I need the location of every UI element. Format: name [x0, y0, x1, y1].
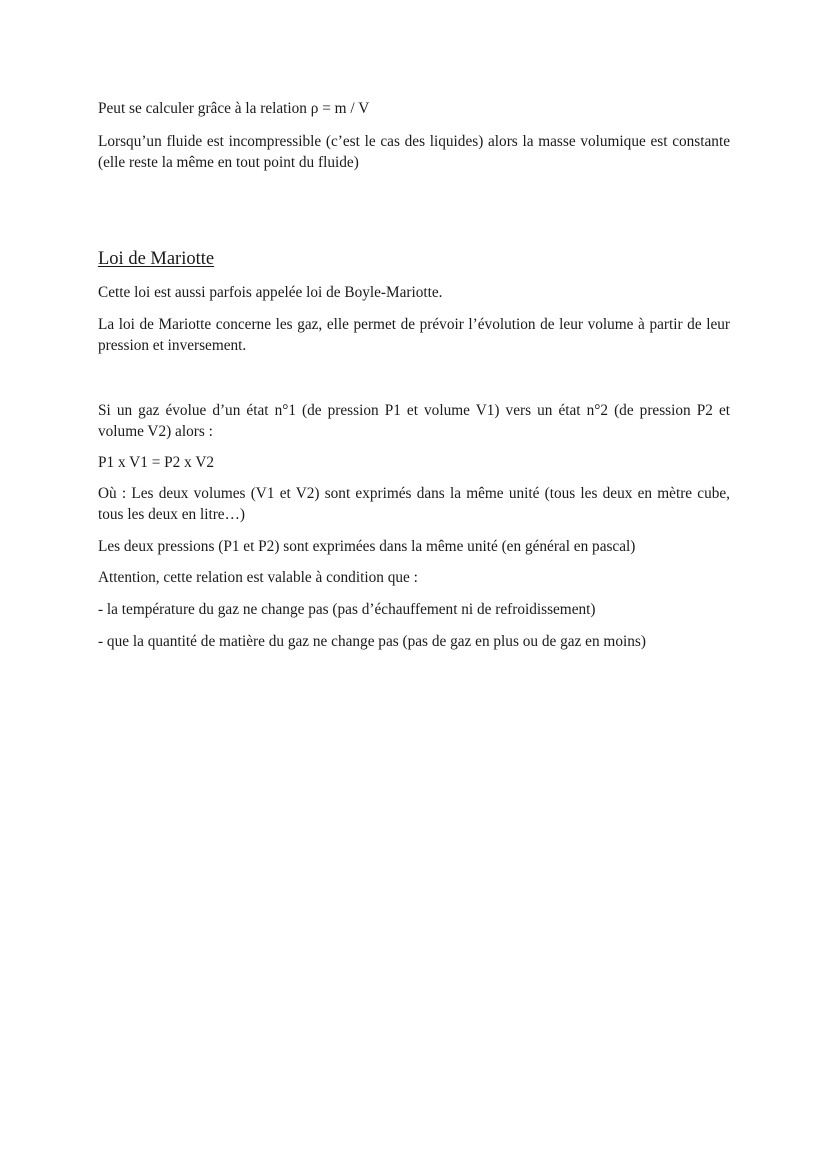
condition-temperature-item: - la température du gaz ne change pas (pas d’échauffement ni de refroidissement) — [98, 601, 596, 618]
section-heading-loi-de-mariotte: Loi de Mariotte — [98, 249, 215, 269]
boyle-mariotte-paragraph: Cette loi est aussi parfois appelée loi de Boyle-Mariotte. — [98, 284, 443, 301]
pressure-units-paragraph: Les deux pressions (P1 et P2) sont exprimées dans la même unité (en général en pascal) — [98, 538, 636, 555]
gas-state-paragraph: Si un gaz évolue d’un état n°1 (de pression P1 et volume V1) vers un état n°2 (de pression P2 et volume V2) alors : — [98, 402, 730, 440]
incompressible-fluid-paragraph: Lorsqu’un fluide est incompressible (c’est le cas des liquides) alors la masse volumique est constante (elle reste la même en tout point du fluide) — [98, 133, 730, 171]
volume-units-paragraph: Où : Les deux volumes (V1 et V2) sont exprimés dans la même unité (tous les deux en mètre cube, tous les deux en litre…) — [98, 485, 730, 523]
mariotte-formula: P1 x V1 = P2 x V2 — [98, 454, 215, 471]
mariotte-description-paragraph: La loi de Mariotte concerne les gaz, elle permet de prévoir l’évolution de leur volume à partir de leur pression et inversement. — [98, 316, 730, 354]
conditions-intro-paragraph: Attention, cette relation est valable à condition que : — [98, 569, 418, 586]
density-relation-text: Peut se calculer grâce à la relation ρ = m / V — [98, 100, 370, 117]
condition-quantity-item: - que la quantité de matière du gaz ne change pas (pas de gaz en plus ou de gaz en moins) — [98, 633, 646, 650]
